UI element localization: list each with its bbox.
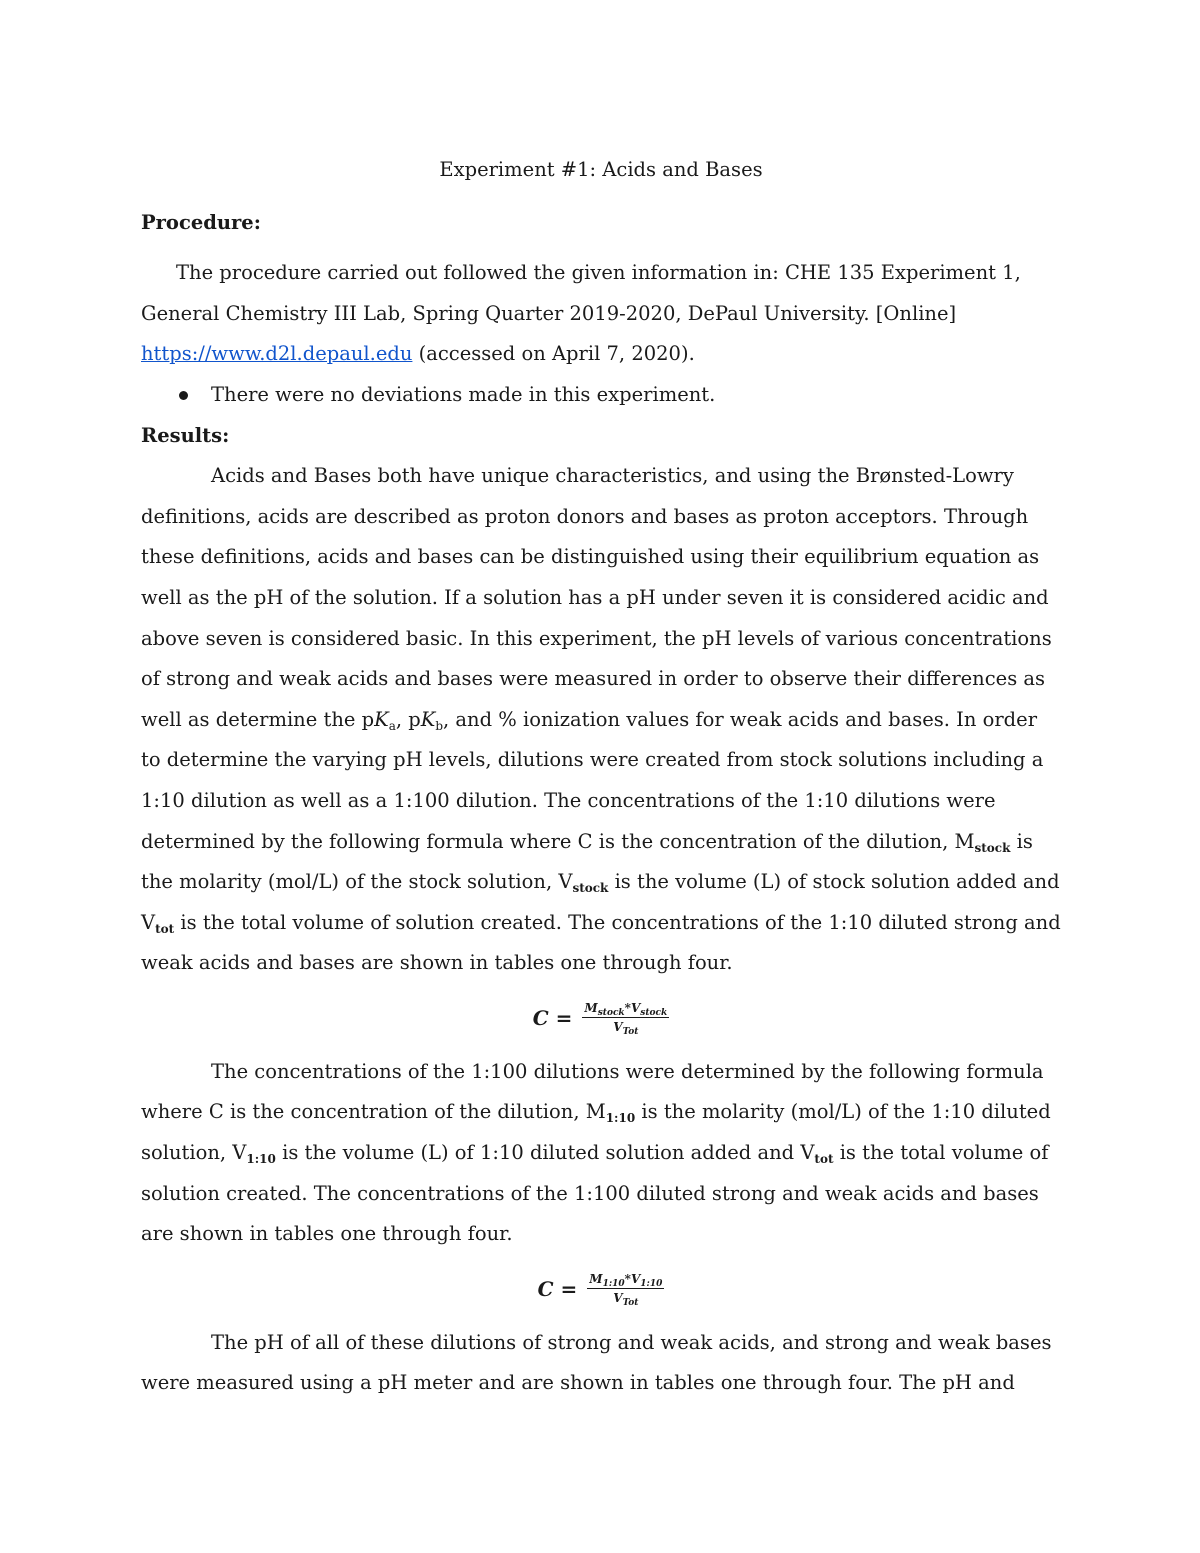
formula-v-sub: 1:10 — [640, 1279, 663, 1290]
text-run: is the total volume of solution created. The concentrations of the 1:10 diluted strong and weak acids and bases are shown in tables one through four. — [141, 910, 1061, 975]
document-title: Experiment #1: Acids and Bases — [439, 158, 763, 181]
bullet-icon — [179, 391, 188, 400]
text-run: The concentrations of the 1:100 dilutions were determined by the following formula where C is the concentration of the dilution, M — [141, 1059, 1044, 1124]
formula-m-sub: stock — [597, 1008, 625, 1019]
results-paragraph-2 — [141, 1052, 1061, 1255]
ka-subscript: a — [388, 718, 396, 733]
text-run: is the molarity (mol/L) of the stock solution, V — [141, 829, 1033, 894]
formula-m: M — [584, 1001, 598, 1016]
procedure-text: The procedure carried out followed the given information in: CHE 135 Experiment 1, General Chemistry III Lab, Spring Quarter 2019-2020, DePaul University. [Online] — [141, 261, 1021, 325]
text-run: is the volume (L) of stock solution added and V — [141, 870, 1060, 934]
subscript: tot — [155, 921, 175, 936]
formula-denominator — [613, 1018, 639, 1038]
kb-subscript: b — [435, 718, 443, 733]
formula-lhs: C = — [537, 1276, 578, 1301]
subscript: 1:10 — [246, 1152, 276, 1167]
results-paragraph-1 — [141, 456, 1061, 984]
formula-v-sub: stock — [640, 1008, 668, 1019]
formula-numerator — [587, 1271, 664, 1289]
bullet-text: There were no deviations made in this experiment. — [211, 382, 716, 406]
results-paragraph-3: The pH of all of these dilutions of strong and weak acids, and strong and weak bases were measured using a pH meter and are shown in tables one through four. The pH and — [141, 1330, 1052, 1395]
document-page — [141, 150, 1061, 1404]
formula-den-sub: Tot — [622, 1027, 639, 1038]
bullet-item — [141, 375, 1061, 416]
d2l-link[interactable]: https://www.d2l.depaul.edu — [141, 342, 413, 366]
formula-fraction — [582, 1000, 669, 1038]
formula-numerator — [582, 1000, 669, 1018]
formula-den-v: V — [613, 1291, 623, 1306]
formula-lhs: C = — [532, 1005, 573, 1030]
text-run: Acids and Bases both have unique characteristics, and using the Brønsted-Lowry definitions, acids are described as proton donors and bases as proton acceptors. Through these definitions, acids and bases can be distinguished using their equilibrium equation as well as the pH of the solution. If a solution has a pH under seven it is considered acidic and above seven is considered basic. In this experiment, the pH levels of various concentrations of strong and weak acids and bases were measured in order to observe their differences as well as determine the p — [141, 464, 1052, 731]
procedure-paragraph — [141, 253, 1061, 375]
formula-times-v: *V — [624, 1272, 641, 1287]
procedure-accessed: (accessed on April 7, 2020). — [412, 342, 695, 366]
text-run: , p — [395, 707, 421, 731]
formula-1-10-dilution — [141, 1255, 1061, 1323]
text-run: is the volume (L) of 1:10 diluted solution added and V — [275, 1141, 815, 1165]
formula-den-v: V — [613, 1020, 623, 1035]
formula-times-v: *V — [624, 1001, 641, 1016]
formula-stock-dilution — [141, 984, 1061, 1052]
procedure-heading: Procedure: — [141, 210, 261, 234]
subscript: stock — [572, 881, 609, 896]
ka-symbol: K — [374, 707, 389, 731]
subscript: stock — [974, 840, 1011, 855]
results-heading: Results: — [141, 423, 230, 447]
text-run: is the total volume of solution created. The concentrations of the 1:100 diluted strong and weak acids and bases are shown in tables one through four. — [141, 1141, 1049, 1246]
subscript: tot — [814, 1152, 834, 1167]
kb-symbol: K — [420, 707, 436, 731]
text-run: , and % ionization values for weak acids and bases. In order to determine the varying pH levels, dilutions were created from stock solutions including a 1:10 dilution as well as a 1:100 dilution. The concentrations of the 1:10 dilutions were determined by the following formula where C is the concentration of the dilution, M — [141, 707, 1044, 853]
formula-m-sub: 1:10 — [602, 1279, 625, 1290]
formula-m: M — [589, 1272, 603, 1287]
text-run: is the molarity (mol/L) of the 1:10 diluted solution, V — [141, 1100, 1051, 1165]
subscript: 1:10 — [605, 1111, 636, 1126]
formula-den-sub: Tot — [622, 1298, 639, 1309]
formula-fraction — [587, 1271, 664, 1309]
formula-denominator — [613, 1289, 639, 1309]
